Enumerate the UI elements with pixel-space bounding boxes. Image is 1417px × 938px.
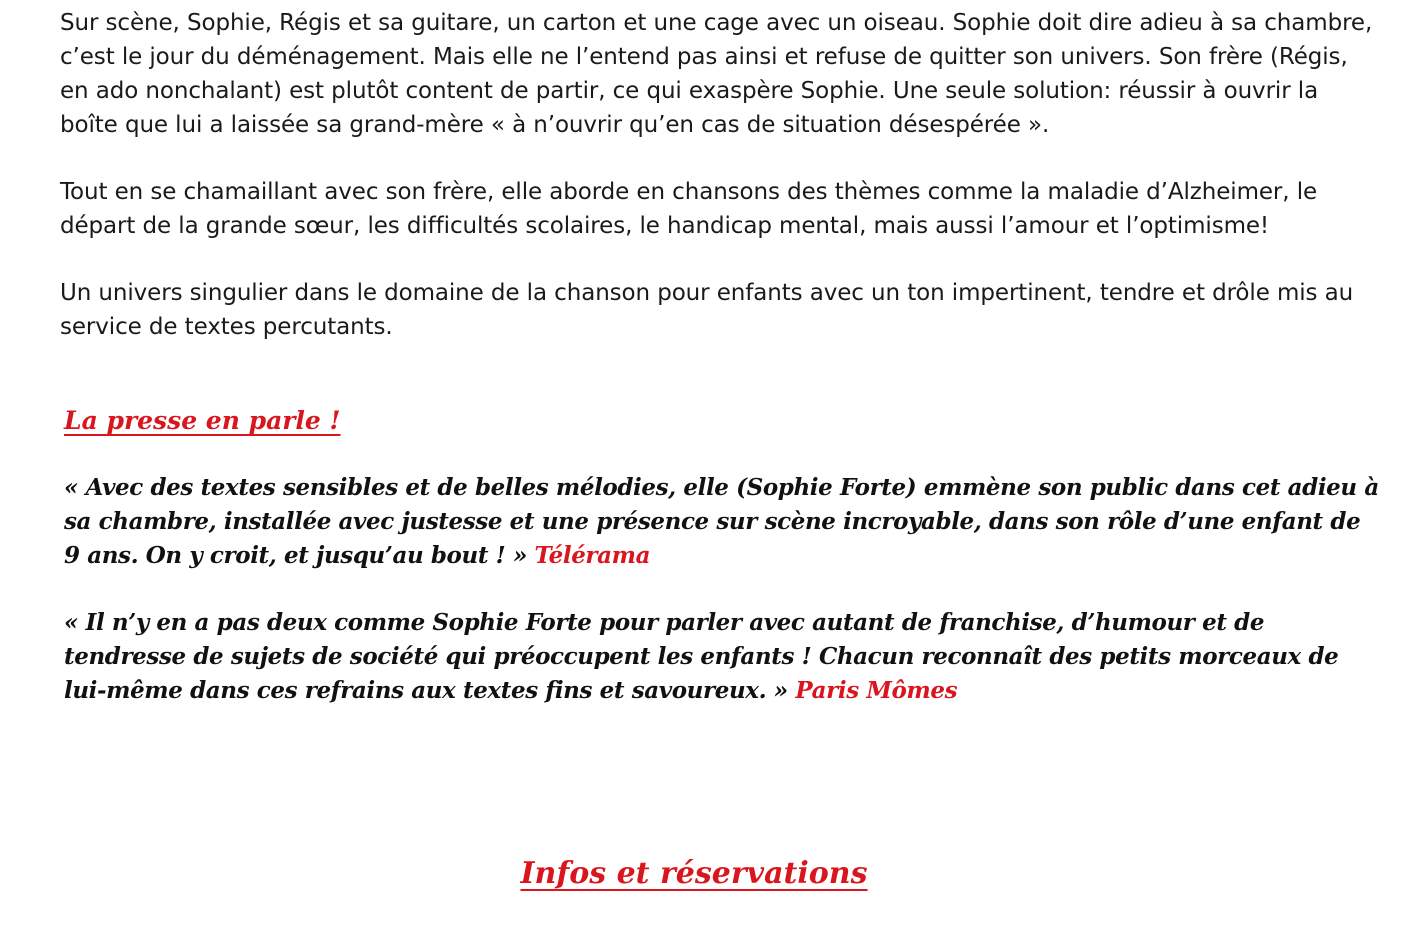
press-title-link[interactable]: La presse en parle ! bbox=[64, 406, 341, 435]
intro-section bbox=[60, 6, 1380, 344]
press-quote-2 bbox=[64, 606, 1380, 708]
press-quote-1 bbox=[64, 471, 1380, 573]
intro-paragraph-1: Sur scène, Sophie, Régis et sa guitare, un carton et une cage avec un oiseau. Sophie doit dire adieu à sa chambre, c’est le jour du déménagement. Mais elle ne l’entend pas ainsi et refuse de quitter son univers. Son frère (Régis, en ado nonchalant) est plutôt content de partir, ce qui exaspère Sophie. Une seule solution: réussir à ouvrir la boîte que lui a laissée sa grand-mère « à n’ouvrir qu’en cas de situation désespérée ». bbox=[60, 10, 1373, 138]
press-quote-1-text: « Avec des textes sensibles et de belles mélodies, elle (Sophie Forte) emmène son public dans cet adieu à sa chambre, installée avec justesse et une présence sur scène incroyable, dans son rôle d’une enfant de 9 ans. On y croit, et jusqu’au bout ! » bbox=[64, 474, 1379, 569]
intro-paragraph-2: Tout en se chamaillant avec son frère, elle aborde en chansons des thèmes comme la maladie d’Alzheimer, le départ de la grande sœur, les difficultés scolaires, le handicap mental, mais aussi l’amour et l’optimisme! bbox=[60, 179, 1318, 239]
press-quote-2-source-link[interactable]: Paris Mômes bbox=[795, 677, 958, 704]
press-quote-2-text: « Il n’y en a pas deux comme Sophie Forte pour parler avec autant de franchise, d’humour et de tendresse de sujets de société qui préoccupent les enfants ! Chacun reconnaît des petits morceaux de lui-même dans ces refrains aux textes fins et savoureux. » bbox=[64, 609, 1339, 704]
article-body bbox=[60, 6, 1380, 708]
intro-paragraph-3: Un univers singulier dans le domaine de la chanson pour enfants avec un ton impertinent, tendre et drôle mis au service de textes percutants. bbox=[60, 280, 1354, 340]
press-section bbox=[60, 404, 1380, 708]
press-quote-1-source-link[interactable]: Télérama bbox=[534, 542, 651, 569]
infos-reservations-link[interactable]: Infos et réservations bbox=[520, 856, 868, 891]
infos-container bbox=[0, 853, 1388, 895]
